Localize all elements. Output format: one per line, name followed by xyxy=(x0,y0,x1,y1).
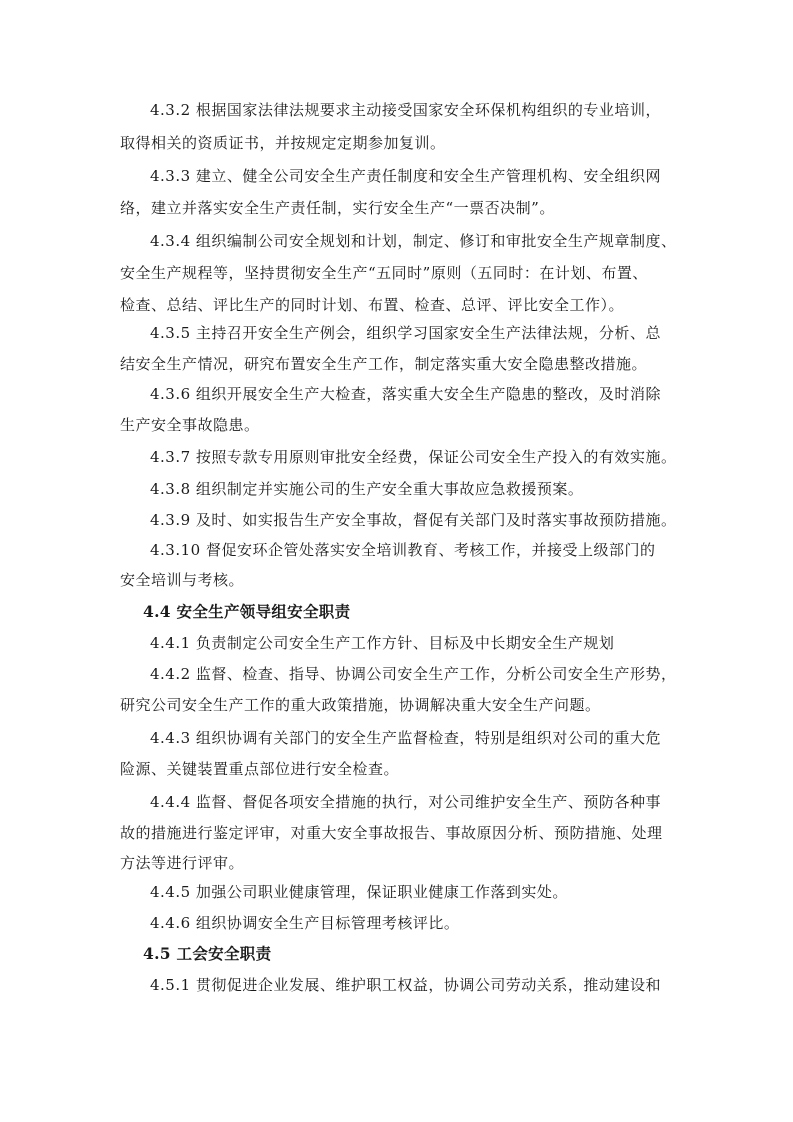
paragraph-4-3-10-line-1: 4.3.10 督促安环企管处落实安全培训教育、考核工作，并接受上级部门的 xyxy=(150,541,656,559)
paragraph-4-3-5-line-1: 4.3.5 主持召开安全生产例会，组织学习国家安全生产法律法规，分析、总 xyxy=(150,324,661,342)
paragraph-4-3-2-line-1: 4.3.2 根据国家法律法规要求主动接受国家安全环保机构组织的专业培训， xyxy=(150,101,661,119)
paragraph-4-4-2-line-1: 4.4.2 监督、检查、指导、协调公司安全生产工作，分析公司安全生产形势， xyxy=(150,665,677,683)
section-heading-4-5: 4.5 工会安全职责 xyxy=(143,944,272,963)
paragraph-4-4-5-line-1: 4.4.5 加强公司职业健康管理，保证职业健康工作落到实处。 xyxy=(150,883,568,901)
paragraph-4-3-8-line-1: 4.3.8 组织制定并实施公司的生产安全重大事故应急救援预案。 xyxy=(150,480,584,498)
paragraph-4-3-4-line-3: 检查、总结、评比生产的同时计划、布置、检查、总评、评比安全工作）。 xyxy=(120,296,625,314)
paragraph-4-4-3-line-2: 险源、关键装置重点部位进行安全检查。 xyxy=(120,760,400,778)
paragraph-4-3-6-line-1: 4.3.6 组织开展安全生产大检查，落实重大安全生产隐患的整改，及时消除 xyxy=(150,385,661,403)
paragraph-4-3-3-line-2: 络，建立并落实安全生产责任制，实行安全生产“一票否决制”。 xyxy=(120,199,555,217)
paragraph-4-3-10-line-2: 安全培训与考核。 xyxy=(120,571,245,589)
paragraph-4-4-2-line-2: 研究公司安全生产工作的重大政策措施，协调解决重大安全生产问题。 xyxy=(120,696,601,714)
section-heading-4-4: 4.4 安全生产领导组安全职责 xyxy=(143,602,351,621)
paragraph-4-3-5-line-2: 结安全生产情况，研究布置安全生产工作，制定落实重大安全隐患整改措施。 xyxy=(120,355,648,373)
paragraph-4-4-1-line-1: 4.4.1 负责制定公司安全生产工作方针、目标及中长期安全生产规划 xyxy=(150,634,615,652)
paragraph-4-4-4-line-3: 方法等进行评审。 xyxy=(120,854,245,872)
paragraph-4-4-3-line-1: 4.4.3 组织协调有关部门的安全生产监督检查，特别是组织对公司的重大危 xyxy=(150,729,661,747)
paragraph-4-3-2-line-2: 取得相关的资质证书，并按规定定期参加复训。 xyxy=(120,134,446,152)
paragraph-4-3-6-line-2: 生产安全事故隐患。 xyxy=(120,416,260,434)
paragraph-4-3-4-line-1: 4.3.4 组织编制公司安全规划和计划，制定、修订和审批安全生产规章制度、 xyxy=(150,232,677,250)
paragraph-4-4-4-line-1: 4.4.4 监督、督促各项安全措施的执行，对公司维护安全生产、预防各种事 xyxy=(150,793,661,811)
paragraph-4-3-3-line-1: 4.3.3 建立、健全公司安全生产责任制度和安全生产管理机构、安全组织网 xyxy=(150,167,661,185)
paragraph-4-3-4-line-2: 安全生产规程等，坚持贯彻安全生产“五同时”原则（五同时：在计划、布置、 xyxy=(120,264,648,282)
paragraph-4-3-9-line-1: 4.3.9 及时、如实报告生产安全事故，督促有关部门及时落实事故预防措施。 xyxy=(150,511,677,529)
paragraph-4-4-4-line-2: 故的措施进行鉴定评审，对重大安全事故报告、事故原因分析、预防措施、处理 xyxy=(120,824,663,842)
paragraph-4-3-7-line-1: 4.3.7 按照专款专用原则审批安全经费，保证公司安全生产投入的有效实施。 xyxy=(150,448,677,466)
paragraph-4-5-1-line-1: 4.5.1 贯彻促进企业发展、维护职工权益，协调公司劳动关系，推动建设和 xyxy=(150,976,661,994)
paragraph-4-4-6-line-1: 4.4.6 组织协调安全生产目标管理考核评比。 xyxy=(150,914,460,932)
